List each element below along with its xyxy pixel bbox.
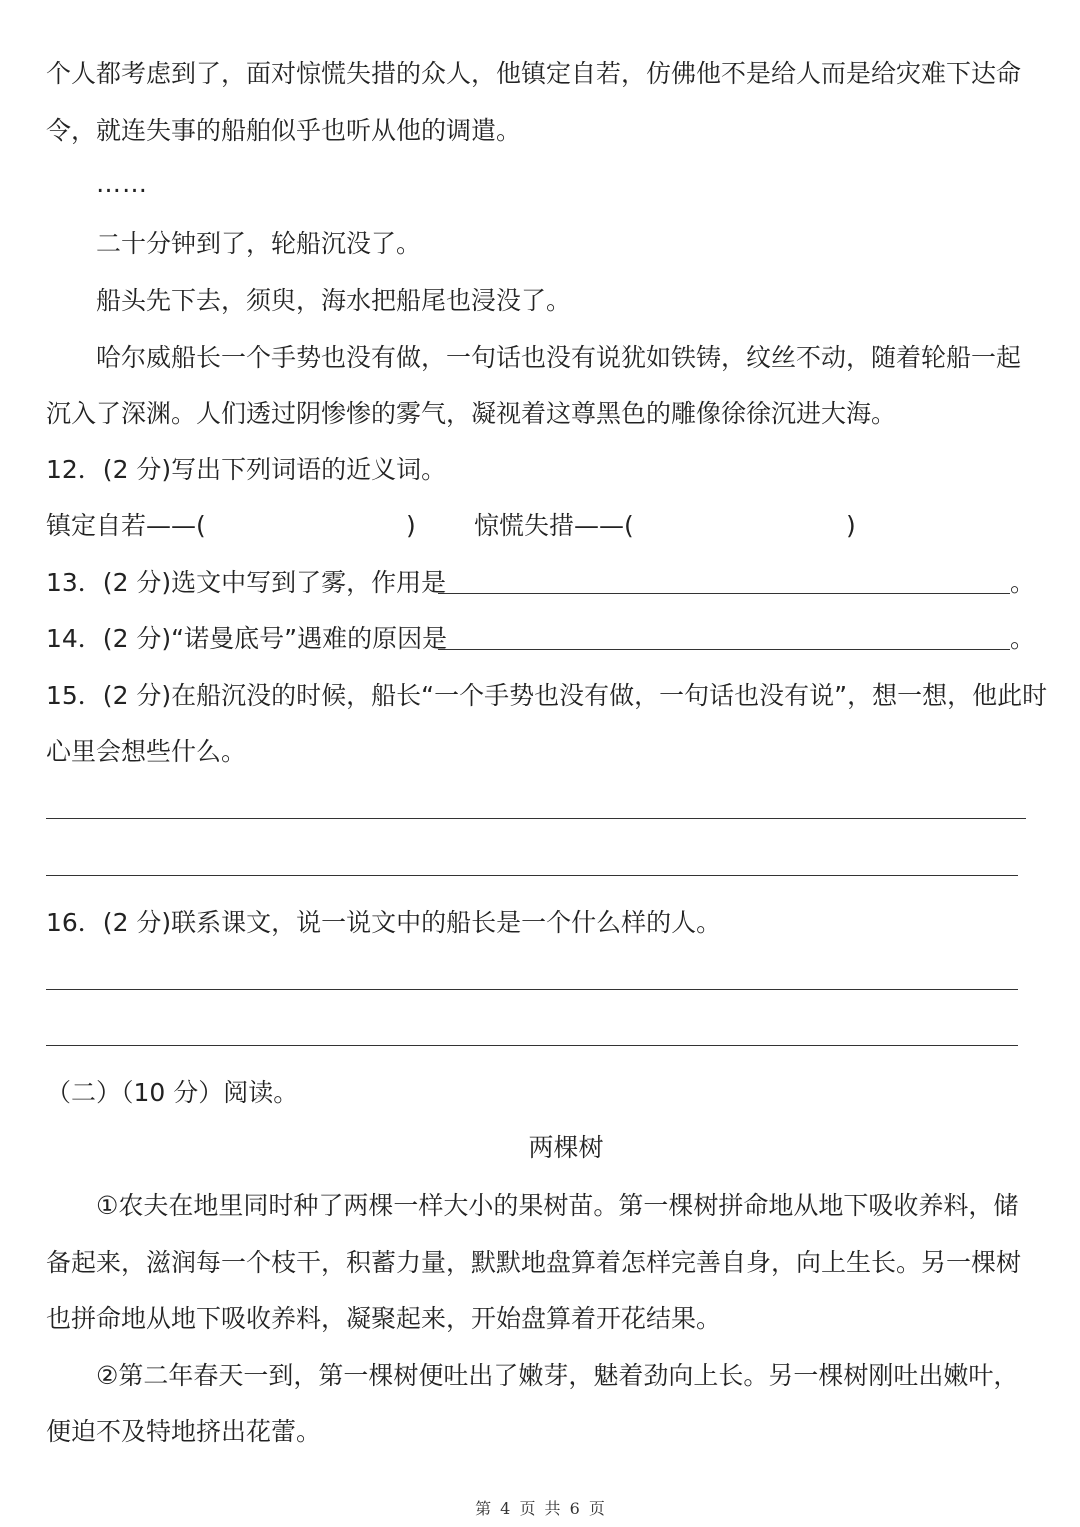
para-2-line-2: 便迫不及特地挤出花蕾。 — [46, 1417, 322, 1446]
page-footer: 第 4 页 共 6 页 — [475, 1499, 605, 1518]
passage-line-4: 船头先下去，须臾，海水把船尾也浸没了。 — [96, 286, 572, 315]
q12-left-word: 镇定自若——( — [46, 511, 206, 540]
q16-answer-line-2[interactable] — [46, 1045, 1018, 1046]
q12-right-word: 惊慌失措——( — [474, 511, 634, 540]
passage-line-3: 二十分钟到了，轮船沉没了。 — [96, 229, 422, 258]
story-title: 两棵树 — [528, 1133, 604, 1162]
passage-ellipsis: …… — [96, 169, 148, 198]
q13-period: 。 — [1010, 568, 1036, 597]
para-1-line-1: ①农夫在地里同时种了两棵一样大小的果树苗。第一棵树拼命地从地下吸收养料，储 — [96, 1191, 1019, 1220]
passage-line-5: 哈尔威船长一个手势也没有做，一句话也没有说犹如铁铸，纹丝不动，随着轮船一起 — [96, 343, 1022, 372]
q12-right-close: ) — [846, 511, 856, 540]
question-15-line-2: 心里会想些什么。 — [46, 737, 247, 766]
question-13-text: 13．(2 分)选文中写到了雾，作用是 — [46, 568, 447, 597]
para-2-line-1: ②第二年春天一到，第一棵树便吐出了嫩芽，魅着劲向上长。另一棵树刚吐出嫩叶， — [96, 1361, 1019, 1390]
passage-line-1: 个人都考虑到了，面对惊慌失措的众人，他镇定自若，仿佛他不是给人而是给灾难下达命 — [46, 59, 1022, 88]
para-1-line-3: 也拼命地从地下吸收养料，凝聚起来，开始盘算着开花结果。 — [46, 1304, 722, 1333]
passage-line-2: 令，就连失事的船舶似乎也听从他的调遣。 — [46, 116, 522, 145]
question-15-line-1: 15．(2 分)在船沉没的时候，船长“一个手势也没有做，一句话也没有说”，想一想，他此时 — [46, 681, 1048, 710]
question-14-text: 14．(2 分)“诺曼底号”遇难的原因是 — [46, 624, 448, 653]
q14-answer-blank[interactable] — [438, 649, 1010, 650]
q13-answer-blank[interactable] — [438, 593, 1010, 594]
question-16-text: 16．(2 分)联系课文，说一说文中的船长是一个什么样的人。 — [46, 908, 722, 937]
q14-period: 。 — [1010, 624, 1036, 653]
section-heading: （二）（10 分）阅读。 — [46, 1078, 299, 1107]
passage-line-6: 沉入了深渊。人们透过阴惨惨的雾气，凝视着这尊黑色的雕像徐徐沉进大海。 — [46, 399, 897, 428]
q15-answer-line-1[interactable] — [46, 818, 1026, 819]
q16-answer-line-1[interactable] — [46, 989, 1018, 990]
question-12-text: 12．(2 分)写出下列词语的近义词。 — [46, 455, 447, 484]
para-1-line-2: 备起来，滋润每一个枝干，积蓄力量，默默地盘算着怎样完善自身，向上生长。另一棵树 — [46, 1248, 1022, 1277]
q15-answer-line-2[interactable] — [46, 875, 1018, 876]
q12-left-close: ) — [406, 511, 416, 540]
